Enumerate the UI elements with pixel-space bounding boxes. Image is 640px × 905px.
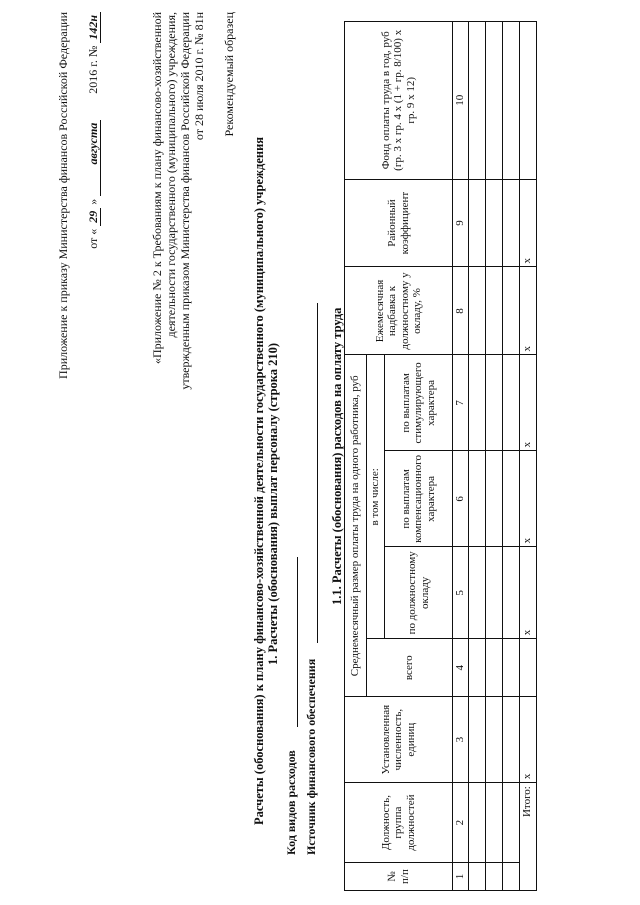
code-underline — [297, 557, 298, 727]
table-row — [468, 22, 485, 891]
header-base: по должностному окладу — [385, 547, 453, 639]
header-fund: Фонд оплаты труда в год, руб (гр. 3 х гр. 4 х (1 + гр. 8/100) х гр. 9 х 12) — [345, 22, 453, 180]
appendix-line: утвержденным приказом Министерства финансов Российской Федерации — [178, 12, 192, 390]
col-number: 8 — [453, 267, 469, 355]
total-cell: x — [519, 267, 536, 355]
total-label: Итого: — [519, 783, 536, 891]
table-row — [485, 22, 502, 891]
page-subtitle: 1. Расчеты (обоснования) выплат персоналу (строка 210) — [266, 342, 280, 665]
appendix-line: «Приложение № 2 к Требованиям к плану финансово-хозяйственной — [150, 12, 164, 365]
total-cell — [519, 639, 536, 697]
col-number: 2 — [453, 783, 469, 863]
col-number: 5 — [453, 547, 469, 639]
total-cell: x — [519, 697, 536, 783]
col-number: 1 — [453, 863, 469, 891]
section-title: 1.1. Расчеты (обоснования) расходов на оплату труда — [330, 307, 344, 605]
col-number: 7 — [453, 355, 469, 451]
header-bonus: Ежемесячная надбавка к должностному у окладу, % — [345, 267, 453, 355]
appendix-line: от 28 июля 2010 г. № 81н — [192, 12, 206, 141]
date-prefix: от « — [86, 228, 100, 249]
header-num: № п/п — [345, 863, 453, 891]
col-number: 3 — [453, 697, 469, 783]
source-label: Источник финансового обеспечения — [304, 658, 318, 855]
column-number-row — [453, 22, 469, 891]
total-cell: x — [519, 179, 536, 267]
order-date — [86, 12, 101, 249]
header-position: Должность, группа должностей — [345, 783, 453, 863]
total-cell: x — [519, 547, 536, 639]
total-cell: x — [519, 451, 536, 547]
payroll-table — [344, 21, 537, 891]
date-month: августа — [86, 120, 101, 196]
col-number: 10 — [453, 22, 469, 180]
source-underline — [317, 303, 318, 643]
header-stim: по выплатам стимулирующего характера — [385, 355, 453, 451]
col-number: 6 — [453, 451, 469, 547]
col-number: 9 — [453, 179, 469, 267]
table-row — [502, 22, 519, 891]
date-day: 29 — [86, 208, 101, 226]
total-row — [519, 22, 536, 891]
code-label: Код видов расходов — [284, 750, 298, 855]
header-total: всего — [367, 639, 453, 697]
date-year: 2016 г. № — [86, 45, 100, 94]
recommended-label: Рекомендуемый образец — [222, 12, 236, 137]
header-avg-salary: Среднемесячный размер оплаты труда на одного работника, руб — [345, 355, 367, 697]
appendix-note — [150, 12, 206, 390]
header-regional: Районный коэффициент — [345, 179, 453, 267]
col-number: 4 — [453, 639, 469, 697]
header-staff: Установленная численность, единиц — [345, 697, 453, 783]
order-reference — [56, 12, 70, 379]
total-cell — [519, 22, 536, 180]
header-comp: по выплатам компенсационного характера — [385, 451, 453, 547]
date-number: 142н — [86, 12, 101, 43]
order-reference-line: Приложение к приказу Министерства финансов Российской Федерации — [56, 12, 70, 379]
recommended-sample — [222, 12, 236, 136]
appendix-line: деятельности государственного (муниципального) учреждения, — [164, 12, 178, 338]
date-mid: » — [86, 198, 100, 205]
total-cell: x — [519, 355, 536, 451]
header-including: в том числе: — [367, 355, 385, 639]
page-title: Расчеты (обоснования) к плану финансово-хозяйственной деятельности государственного (муниципального) учреждения — [252, 136, 266, 825]
